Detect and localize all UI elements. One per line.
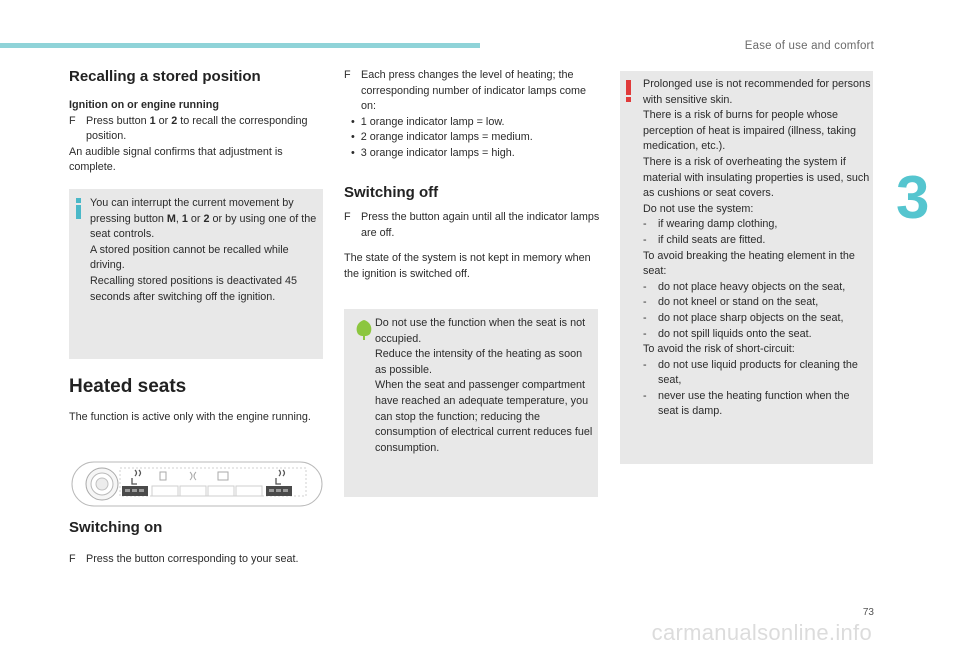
eco-leaf-icon xyxy=(355,319,373,341)
recall-audible: An audible signal confirms that adjustment is complete. xyxy=(69,145,283,174)
memory-note: The state of the system is not kept in memory when the ignition is switched off. xyxy=(344,252,591,280)
section-title: Ease of use and comfort xyxy=(744,40,874,52)
info-icon xyxy=(76,198,81,219)
chapter-number: 3 xyxy=(896,164,930,231)
watermark-text: carmanualsonline.info xyxy=(651,620,872,645)
switching-off-title: Switching off xyxy=(344,184,439,201)
step-marker: F xyxy=(69,553,76,565)
warning-exclamation-icon xyxy=(626,80,632,102)
eco-note-text: Do not use the function when the seat is not occupied. Reduce the intensity of the heating as soon as possible. When the seat and passenger compartment have reached an adequate temperature, you can stop the function; reducing the consumption of electrical current reduces fuel consumption. xyxy=(375,317,593,454)
recall-step: F Press button 1 or 2 to recall the corresponding position. xyxy=(69,114,308,143)
step-marker: F xyxy=(344,211,351,223)
warning-text: Prolonged use is not recommended for persons with sensitive skin. There is a risk of burns for people whose perception of heat is impaired (illness, taking medication, etc.). There is a risk of overheating the system if material with insulating properties is used, such as cushions or seat covers. Do not use the system: - if wearing damp clothing, - if child seats are fitted. To avoid breaking the heating element in the seat: - do not place heavy objects on the seat, - do not kneel or stand on the seat, - do not place sharp objects on the seat, - do not spill liquids onto the seat. To avoid the risk of short-circuit: - do not use liquid products for cleaning the seat, - never use the heating function when the seat is damp. xyxy=(643,78,871,418)
heating-levels: F Each press changes the level of heating; the corresponding number of indicator lamps come on: • 1 orange indicator lamp = low. • 2 orange indicator lamps = medium. • 3 orange indicator lamps = high. xyxy=(344,69,587,159)
step-marker: F xyxy=(69,114,76,127)
page-number: 73 xyxy=(862,607,874,618)
step-marker: F xyxy=(344,69,351,81)
heated-intro: The function is active only with the engine running. xyxy=(69,411,311,423)
recall-body xyxy=(69,98,319,176)
heated-seats-title: Heated seats xyxy=(69,376,187,397)
recall-subhead: Ignition on or engine running xyxy=(69,99,219,111)
switching-on-title: Switching on xyxy=(69,519,163,536)
info-text: You can interrupt the current movement by pressing button M, 1 or 2 or by using one of the seat controls. A stored position cannot be recalled while driving. Recalling stored positions is deactivated 45 seconds after switching off the ignition. xyxy=(90,197,317,303)
header-accent-bar xyxy=(0,43,480,48)
switching-off-body: F Press the button again until all the indicator lamps are off. xyxy=(344,211,600,239)
switching-on-step: F Press the button corresponding to your seat. xyxy=(69,552,314,568)
recall-title: Recalling a stored position xyxy=(69,68,261,85)
heated-seat-control-panel-illustration xyxy=(70,454,323,514)
